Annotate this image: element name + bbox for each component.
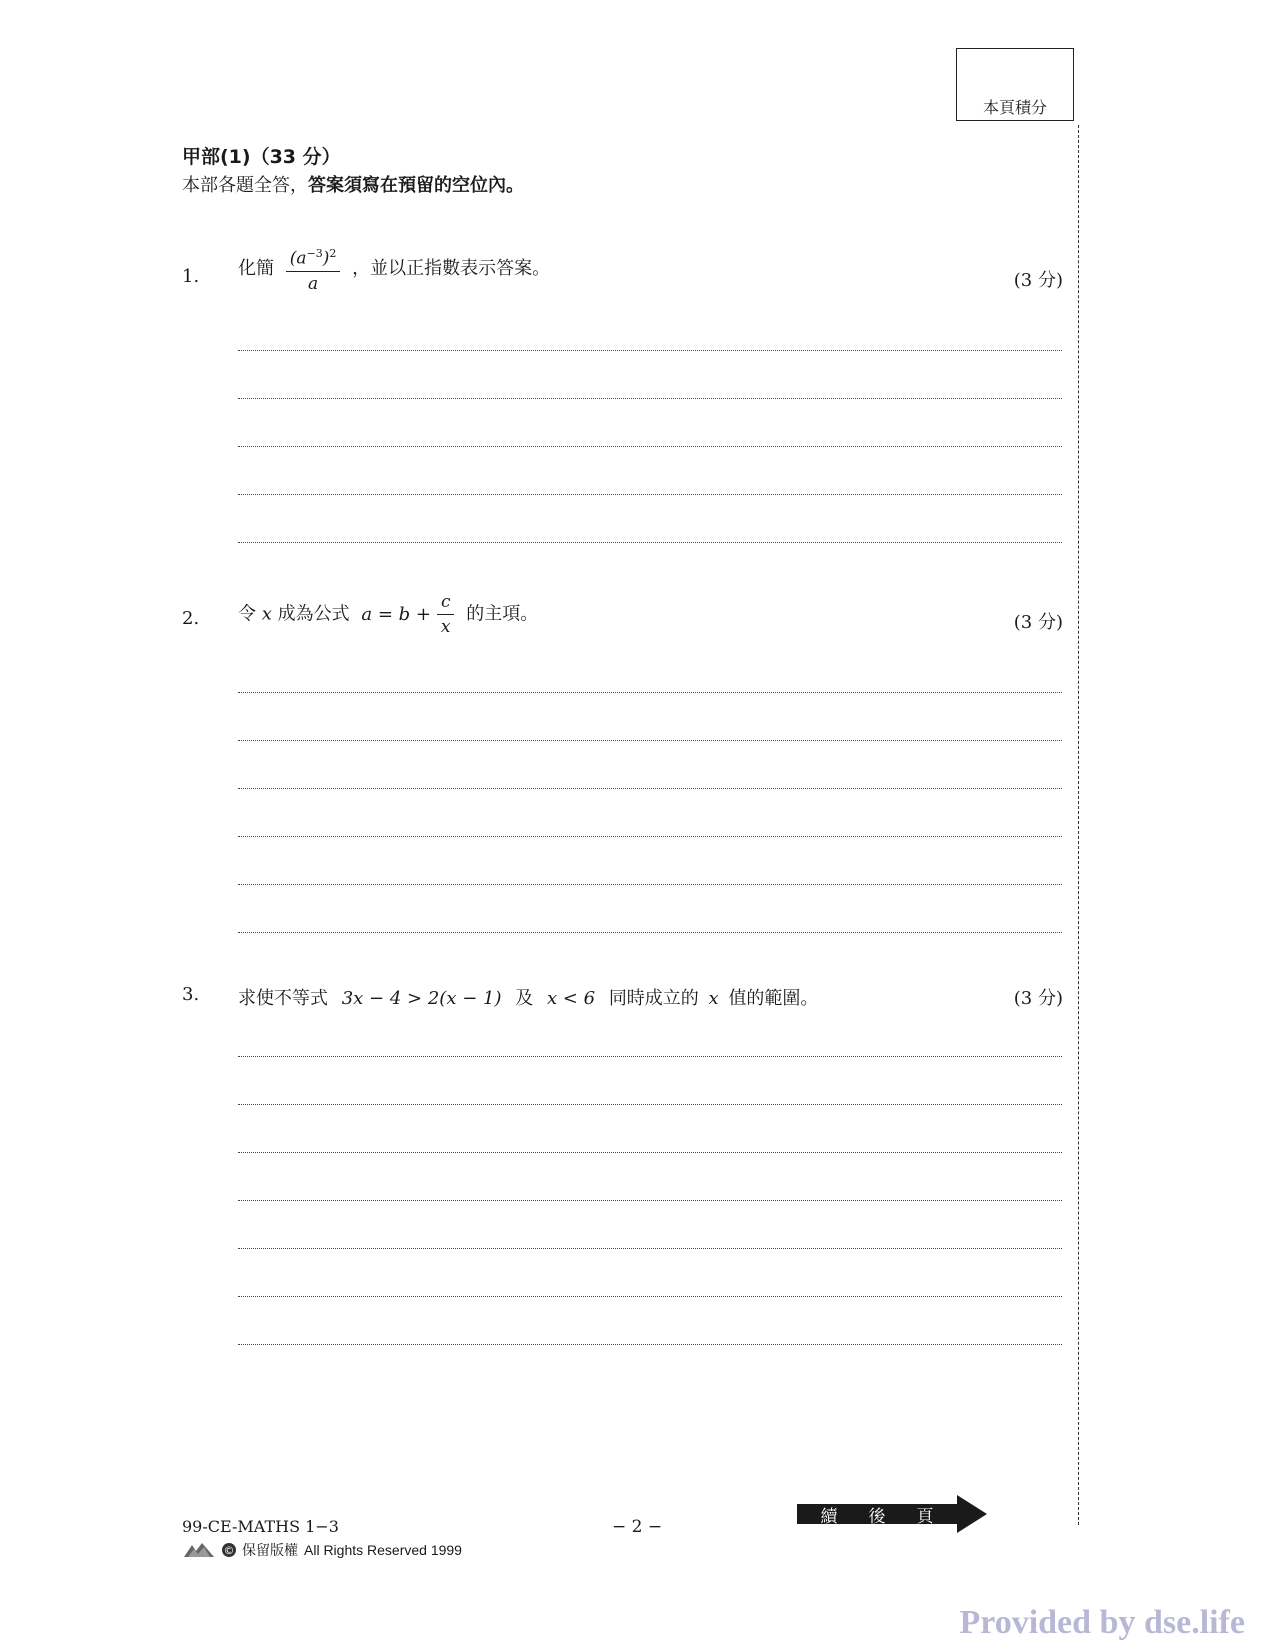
question-2-marks: (3 分) [1013,612,1063,633]
hkeaa-logo-icon [182,1541,216,1559]
instruction-plain: 本部各題全答， [182,175,308,196]
answer-line[interactable] [238,692,1062,693]
copyright-icon: © [223,1543,235,1557]
continue-text: 續 後 頁 [820,1506,934,1527]
rights-cn: 保留版權 [242,1543,298,1559]
answer-line[interactable] [238,1152,1062,1153]
answer-line[interactable] [238,884,1062,885]
section-instruction [182,171,524,197]
score-box-label: 本頁積分 [982,98,1047,117]
section-title: 甲部(1)（33 分） [182,146,341,168]
question-3-marks: (3 分) [1013,988,1063,1009]
answer-line[interactable] [238,1056,1062,1057]
margin-dashed-line [1078,125,1079,1525]
answer-line[interactable] [238,788,1062,789]
paper-code: 99-CE-MATHS 1−3 [182,1517,339,1536]
answer-line[interactable] [238,398,1062,399]
answer-line[interactable] [238,494,1062,495]
answer-line[interactable] [238,542,1062,543]
q2-fraction: $\frac{c}{x}$ [437,592,455,637]
answer-line[interactable] [238,1200,1062,1201]
answer-line[interactable] [238,1344,1062,1345]
page-number: − 2 − [612,1517,663,1537]
q1-prefix: 化簡 [238,257,274,279]
answer-line[interactable] [238,1296,1062,1297]
copyright-line [182,1540,462,1560]
question-3-text: 求使不等式 3x − 4 > 2(x − 1) 及 x < 6 同時成立的 x 值的範圍。 [238,988,819,1009]
answer-line[interactable] [238,836,1062,837]
continue-arrow [797,1495,987,1533]
answer-line[interactable] [238,740,1062,741]
q1-fraction: $\frac{(a^{-3})^2}{a}$ [286,244,341,294]
watermark-text: Provided by dse.life [959,1604,1245,1641]
rights-en: All Rights Reserved 1999 [304,1542,462,1558]
question-1-number: 1. [182,266,200,287]
answer-line[interactable] [238,932,1062,933]
q1-suffix: ，並以正指數表示答案。 [352,257,551,279]
question-2-number: 2. [182,608,200,629]
instruction-bold: 答案須寫在預留的空位內。 [308,175,524,196]
question-2-text: 令 x 成為公式 a = b + $\frac{c}{x}$ 的主項。 [238,592,539,637]
answer-line[interactable] [238,1104,1062,1105]
question-3-number: 3. [182,984,200,1005]
question-1-marks: (3 分) [1013,270,1063,291]
score-box [956,48,1074,121]
question-1-text [238,244,550,294]
answer-line[interactable] [238,350,1062,351]
answer-line[interactable] [238,446,1062,447]
answer-line[interactable] [238,1248,1062,1249]
